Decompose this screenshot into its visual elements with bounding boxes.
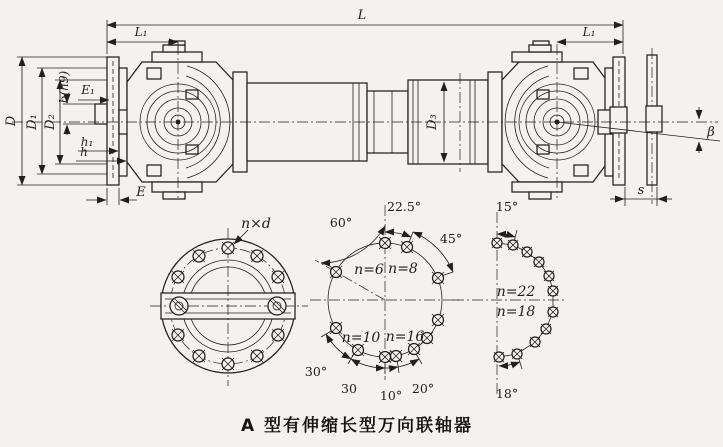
dim-s xyxy=(610,183,672,206)
dim-E1 xyxy=(78,83,109,100)
angle-label-30b: 30 xyxy=(341,381,357,396)
dim-label-D1: D₁ xyxy=(25,114,40,130)
dim-label-b: b(h9) xyxy=(57,70,71,104)
count-label-n8: n=8 xyxy=(388,261,418,277)
dim-label-E1: E₁ xyxy=(81,83,95,97)
left-universal-joint xyxy=(127,41,233,199)
dim-label-h: h xyxy=(80,145,88,159)
angle-label-10: 10° xyxy=(379,388,403,403)
angle-label-45: 45° xyxy=(439,231,463,246)
angle-label-60: 60° xyxy=(329,215,353,230)
dim-label-L1-left: L₁ xyxy=(134,25,148,39)
bolt-note-label: n×d xyxy=(241,216,271,232)
hole-count-chart xyxy=(453,199,565,401)
dim-label-E: E xyxy=(136,185,146,200)
angle-label-15: 15° xyxy=(495,199,519,214)
count-label-n22: n=22 xyxy=(496,284,536,300)
dim-L1-right xyxy=(557,25,623,42)
bolt-angle-chart xyxy=(305,199,462,403)
count-label-n18: n=18 xyxy=(496,304,536,320)
angle-label-18: 18° xyxy=(495,386,519,401)
bar-bolt-right xyxy=(268,297,286,315)
figure-caption: A 型有伸缩长型万向联轴器 xyxy=(240,416,474,436)
count-label-n6: n=6 xyxy=(354,262,384,278)
flange-end-view xyxy=(150,216,308,386)
count-label-n16: n=16 xyxy=(385,329,425,345)
dim-label-D3: D₃ xyxy=(425,114,440,130)
dim-E xyxy=(86,185,146,205)
shaft-assembly-view xyxy=(4,8,720,206)
dim-label-beta: β xyxy=(707,125,715,140)
angle-label-30: 30° xyxy=(304,364,328,379)
dim-label-L: L xyxy=(357,8,367,23)
dim-label-D: D xyxy=(4,115,19,127)
count-label-n10: n=10 xyxy=(341,330,381,346)
dim-label-s: s xyxy=(637,183,645,198)
right-universal-joint xyxy=(502,41,608,199)
dim-label-L1-right: L₁ xyxy=(582,25,596,39)
dim-label-h1: h₁ xyxy=(80,135,94,149)
angle-label-22-5: 22.5° xyxy=(386,199,422,214)
dim-label-D2: D₂ xyxy=(43,114,58,130)
angle-label-20: 20° xyxy=(411,381,435,396)
bar-bolt-left xyxy=(170,297,188,315)
